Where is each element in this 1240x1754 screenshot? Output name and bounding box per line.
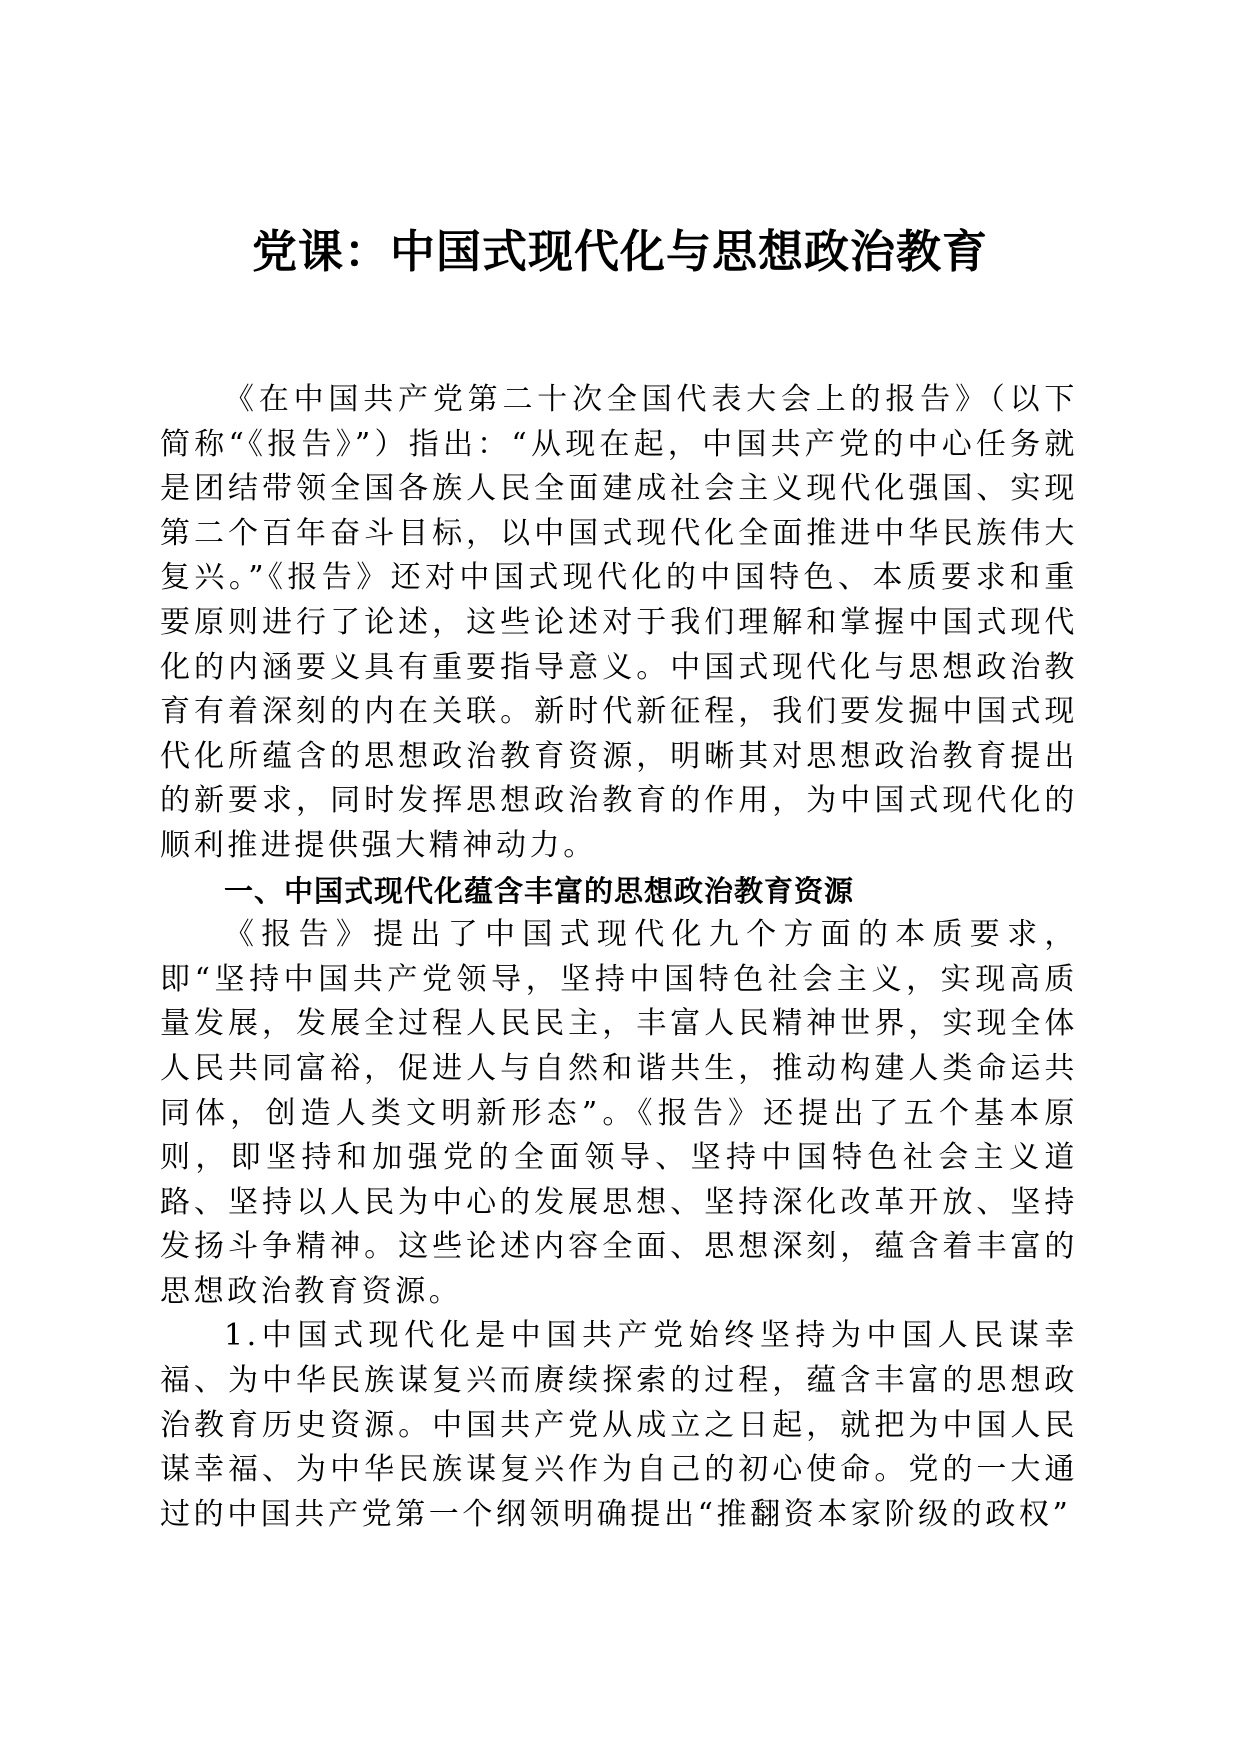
paragraph-intro: 《在中国共产党第二十次全国代表大会上的报告》（以下简称“《报告》”）指出：“从现在起，中国共产党的中心任务就是团结带领全国各族人民全面建成社会主义现代化强国、实现第二个百年奋斗目标，以中国式现代化全面推进中华民族伟大复兴。”《报告》还对中国式现代化的中国特色、本质要求和重要原则进行了论述，这些论述对于我们理解和掌握中国式现代化的内涵要义具有重要指导意义。中国式现代化与思想政治教育有着深刻的内在关联。新时代新征程，我们要发掘中国式现代化所蕴含的思想政治教育资源，明晰其对思想政治教育提出的新要求，同时发挥思想政治教育的作用，为中国式现代化的顺利推进提供强大精神动力。	[160, 382, 1078, 863]
document-title: 党课：中国式现代化与思想政治教育	[251, 225, 988, 278]
paragraph-point-1: 1.中国式现代化是中国共产党始终坚持为中国人民谋幸福、为中华民族谋复兴而赓续探索的过程，蕴含丰富的思想政治教育历史资源。中国共产党从成立之日起，就把为中国人民谋幸福、为中华民族谋复兴作为自己的初心使命。党的一大通过的中国共产党第一个纲领明确提出“推翻资本家阶级的政权”	[160, 1318, 1078, 1532]
document-body	[160, 378, 1078, 1537]
section-heading-1: 一、中国式现代化蕴含丰富的思想政治教育资源	[224, 873, 855, 908]
paragraph-essential-requirements: 《报告》提出了中国式现代化九个方面的本质要求，即“坚持中国共产党领导，坚持中国特色社会主义，实现高质量发展，发展全过程人民民主，丰富人民精神世界，实现全体人民共同富裕，促进人与自然和谐共生，推动构建人类命运共同体，创造人类文明新形态”。《报告》还提出了五个基本原则，即坚持和加强党的全面领导、坚持中国特色社会主义道路、坚持以人民为中心的发展思想、坚持深化改革开放、坚持发扬斗争精神。这些论述内容全面、思想深刻，蕴含着丰富的思想政治教育资源。	[160, 917, 1078, 1309]
